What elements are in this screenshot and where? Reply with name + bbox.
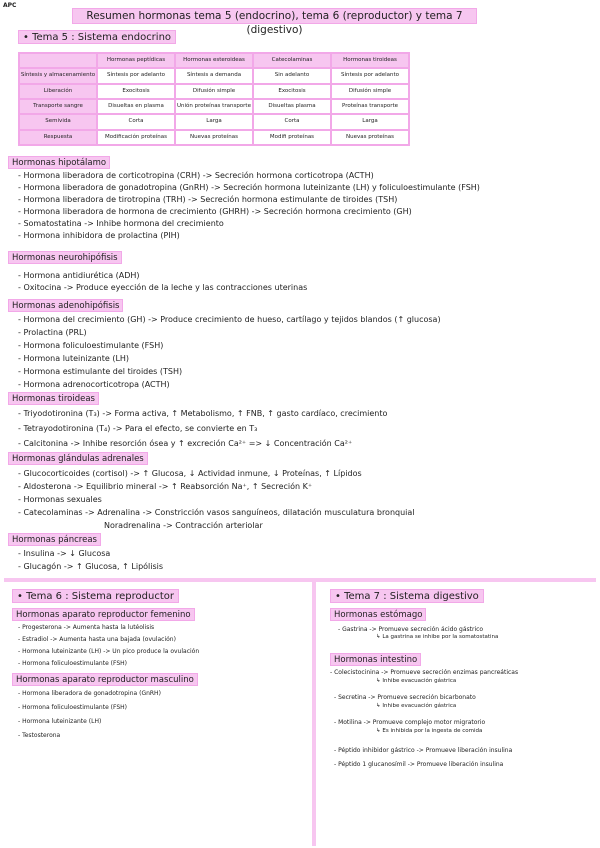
list-item: - Aldosterona -> Equilibrio mineral -> ↑ Reabsorción Na⁺, ↑ Secreción K⁺ bbox=[18, 480, 598, 493]
vertical-divider bbox=[312, 582, 316, 846]
table-cell: Disueltas plasma bbox=[253, 99, 331, 114]
section-title-pancreas: Hormonas páncreas bbox=[8, 533, 101, 546]
list-adenohipofisis bbox=[18, 313, 598, 391]
list-femenino bbox=[18, 622, 308, 670]
list-item: - Hormona foliculoestimulante (FSH) bbox=[18, 701, 308, 715]
list-item: - Glucagón -> ↑ Glucosa, ↑ Lipólisis bbox=[18, 560, 598, 573]
list-item: - Hormona luteinizante (LH) bbox=[18, 352, 598, 365]
section-title-femenino: Hormonas aparato reproductor femenino bbox=[12, 608, 195, 621]
section-title-hipotalamo: Hormonas hipotálamo bbox=[8, 156, 110, 169]
list-item: - Motilina -> Promueve complejo motor migratorio bbox=[334, 718, 596, 728]
section-title-tiroideas: Hormonas tiroideas bbox=[8, 392, 99, 405]
list-item: - Hormona liberadora de hormona de crecimiento (GHRH) -> Secreción hormona crecimiento (GH) bbox=[18, 206, 598, 218]
table-cell: Proteínas transporte bbox=[331, 99, 409, 114]
list-intestino bbox=[334, 718, 596, 728]
list-item: - Hormona luteinizante (LH) -> Un pico produce la ovulación bbox=[18, 646, 308, 658]
section-title-masculino: Hormonas aparato reproductor masculino bbox=[12, 673, 198, 686]
table-cell: Síntesis por adelanto bbox=[97, 68, 175, 83]
table-cell: Modificación proteínas bbox=[97, 130, 175, 145]
list-item: - Catecolaminas -> Adrenalina -> Constricción vasos sanguíneos, dilatación musculatura bronquial bbox=[18, 506, 598, 519]
list-item: - Oxitocina -> Produce eyección de la leche y las contracciones uterinas bbox=[18, 282, 598, 294]
tema7-heading: • Tema 7 : Sistema digestivo bbox=[330, 589, 484, 603]
list-item: - Hormona adrenocorticotropa (ACTH) bbox=[18, 378, 598, 391]
tema5-heading: • Tema 5 : Sistema endocrino bbox=[18, 30, 176, 44]
table-cell: Síntesis por adelanto bbox=[331, 68, 409, 83]
list-item: - Hormona del crecimiento (GH) -> Produce crecimiento de hueso, cartílago y tejidos blandos (↑ glucosa) bbox=[18, 313, 598, 326]
table-row bbox=[19, 84, 409, 99]
list-subitem: ↳ Es inhibida por la ingesta de comida bbox=[376, 728, 483, 734]
list-item: - Colecistocinina -> Promueve secreción enzimas pancreáticas bbox=[330, 668, 596, 678]
list-item: - Tetrayodotironina (T₄) -> Para el efecto, se convierte en T₃ bbox=[18, 421, 598, 436]
catecolaminas-subitem: Noradrenalina -> Contracción arteriolar bbox=[104, 521, 263, 530]
table-row bbox=[19, 114, 409, 129]
list-item: - Hormona luteinizante (LH) bbox=[18, 715, 308, 729]
list-item: - Progesterona -> Aumenta hasta la lutéolisis bbox=[18, 622, 308, 634]
list-neurohipofisis bbox=[18, 270, 598, 294]
list-item: - Secretina -> Promueve secreción bicarbonato bbox=[334, 693, 596, 703]
table-cell: Exocitosis bbox=[97, 84, 175, 99]
author-initials: APC bbox=[3, 2, 17, 9]
list-item: - Péptido 1 glucanosímil -> Promueve liberación insulina bbox=[334, 758, 596, 772]
table-cell: Disueltas en plasma bbox=[97, 99, 175, 114]
table-cell: Sin adelanto bbox=[253, 68, 331, 83]
column-header: Hormonas tiroideas bbox=[331, 53, 409, 68]
list-item: - Hormona liberadora de gonadotropina (GnRH) -> Secreción hormona luteinizante (LH) y foliculoestimulante (FSH) bbox=[18, 182, 598, 194]
table-cell: Larga bbox=[175, 114, 253, 129]
row-header: Liberación bbox=[19, 84, 97, 99]
table-header-row bbox=[19, 53, 409, 68]
table-cell: Unión proteínas transporte bbox=[175, 99, 253, 114]
table-cell: Corta bbox=[97, 114, 175, 129]
list-tiroideas bbox=[18, 406, 598, 451]
list-subitem: ↳ La gastrina se inhibe por la somatostatina bbox=[376, 634, 499, 640]
list-item: - Hormona foliculoestimulante (FSH) bbox=[18, 339, 598, 352]
section-title-intestino: Hormonas intestino bbox=[330, 653, 421, 666]
list-pancreas bbox=[18, 547, 598, 573]
list-item: - Gastrina -> Promueve secreción ácido gástrico bbox=[338, 625, 596, 635]
tema6-heading: • Tema 6 : Sistema reproductor bbox=[12, 589, 179, 603]
section-title-adenohipofisis: Hormonas adenohipófisis bbox=[8, 299, 123, 312]
table-cell: Difusión simple bbox=[331, 84, 409, 99]
table-row bbox=[19, 99, 409, 114]
list-item: - Hormona estimulante del tiroides (TSH) bbox=[18, 365, 598, 378]
column-header: Hormonas peptídicas bbox=[97, 53, 175, 68]
list-item: - Testosterona bbox=[18, 729, 308, 743]
table-cell: Corta bbox=[253, 114, 331, 129]
section-title-estomago: Hormonas estómago bbox=[330, 608, 426, 621]
list-item: - Triyodotironina (T₃) -> Forma activa, ↑ Metabolismo, ↑ FNB, ↑ gasto cardíaco, crecimiento bbox=[18, 406, 598, 421]
table-row bbox=[19, 130, 409, 145]
row-header: Semivida bbox=[19, 114, 97, 129]
page-title: Resumen hormonas tema 5 (endocrino), tema 6 (reproductor) y tema 7 (digestivo) bbox=[72, 8, 477, 24]
horizontal-divider bbox=[4, 578, 596, 582]
list-item: - Calcitonina -> Inhibe resorción ósea y ↑ excreción Ca²⁺ => ↓ Concentración Ca²⁺ bbox=[18, 436, 598, 451]
list-item: - Insulina -> ↓ Glucosa bbox=[18, 547, 598, 560]
table-cell: Nuevas proteínas bbox=[175, 130, 253, 145]
table-cell: Difusión simple bbox=[175, 84, 253, 99]
list-item: - Hormona liberadora de corticotropina (CRH) -> Secreción hormona corticotropa (ACTH) bbox=[18, 170, 598, 182]
list-item: - Somatostatina -> Inhibe hormona del crecimiento bbox=[18, 218, 598, 230]
table-cell: Nuevas proteínas bbox=[331, 130, 409, 145]
list-item: - Péptido inhibidor gástrico -> Promueve liberación insulina bbox=[334, 744, 596, 758]
list-item: - Hormona foliculoestimulante (FSH) bbox=[18, 658, 308, 670]
column-header: Hormonas esteroideas bbox=[175, 53, 253, 68]
list-item: - Hormona antidiurética (ADH) bbox=[18, 270, 598, 282]
list-intestino bbox=[334, 693, 596, 703]
table-cell: Síntesis a demanda bbox=[175, 68, 253, 83]
list-item: - Prolactina (PRL) bbox=[18, 326, 598, 339]
list-item: - Hormona liberadora de gonadotropina (GnRH) bbox=[18, 687, 308, 701]
list-item: - Estradiol -> Aumenta hasta una bajada (ovulación) bbox=[18, 634, 308, 646]
column-header: Catecolaminas bbox=[253, 53, 331, 68]
list-intestino bbox=[330, 668, 596, 678]
table-cell: Modifi proteínas bbox=[253, 130, 331, 145]
row-header: Respuesta bbox=[19, 130, 97, 145]
section-title-neurohipofisis: Hormonas neurohipófisis bbox=[8, 251, 122, 264]
row-header: Síntesis y almacenamiento bbox=[19, 68, 97, 83]
list-masculino bbox=[18, 687, 308, 743]
list-intestino bbox=[334, 744, 596, 772]
list-item: - Hormonas sexuales bbox=[18, 493, 598, 506]
table-corner-cell bbox=[19, 53, 97, 68]
list-item: - Hormona liberadora de tirotropina (TRH) -> Secreción hormona estimulante de tiroides (TSH) bbox=[18, 194, 598, 206]
list-subitem: ↳ Inhibe evacuación gástrica bbox=[376, 703, 457, 709]
list-hipotalamo bbox=[18, 170, 598, 242]
table-cell: Exocitosis bbox=[253, 84, 331, 99]
list-adrenales bbox=[18, 467, 598, 519]
list-item: - Glucocorticoides (cortisol) -> ↑ Glucosa, ↓ Actividad inmune, ↓ Proteínas, ↑ Lípidos bbox=[18, 467, 598, 480]
hormone-types-table bbox=[18, 52, 410, 146]
table-row bbox=[19, 68, 409, 83]
table-cell: Larga bbox=[331, 114, 409, 129]
list-item: - Hormona inhibidora de prolactina (PIH) bbox=[18, 230, 598, 242]
row-header: Transporte sangre bbox=[19, 99, 97, 114]
list-subitem: ↳ Inhibe evacuación gástrica bbox=[376, 678, 457, 684]
section-title-adrenales: Hormonas glándulas adrenales bbox=[8, 452, 148, 465]
